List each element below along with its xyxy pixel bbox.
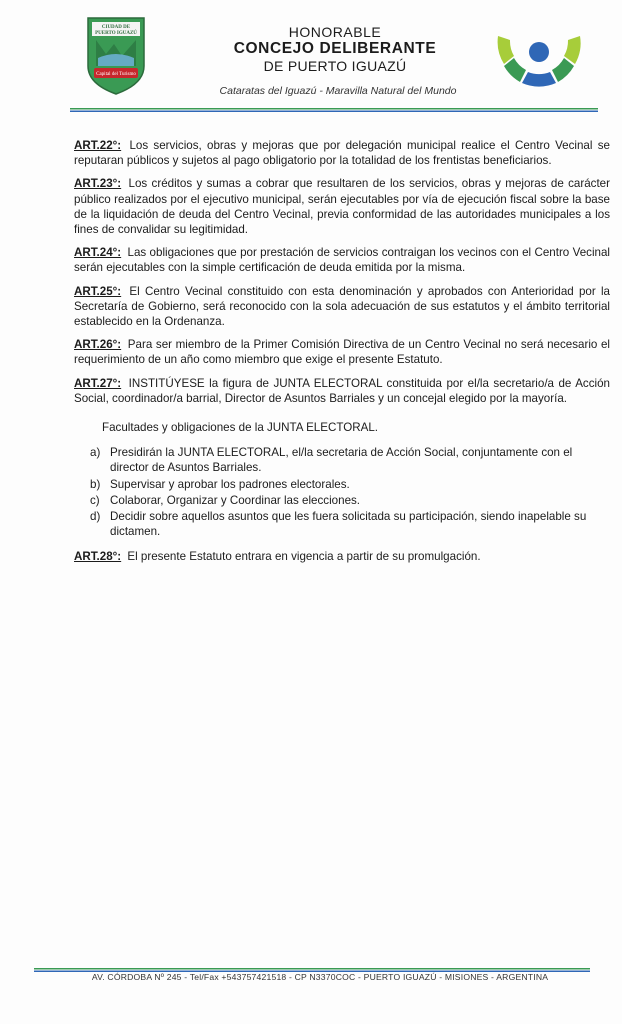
list-item-text: Colaborar, Organizar y Coordinar las elecciones. — [110, 493, 361, 507]
article-label: ART.25°: — [74, 284, 122, 298]
list-item — [74, 509, 610, 539]
facultades-title: Facultades y obligaciones de la JUNTA ELECTORAL. — [102, 421, 379, 435]
document-body — [74, 138, 610, 573]
list-item — [74, 493, 610, 508]
article-26 — [74, 337, 610, 367]
header-tagline: Cataratas del Iguazú - Maravilla Natural del Mundo — [219, 85, 457, 97]
header-line-2: CONCEJO DELIBERANTE — [233, 40, 437, 57]
article-label: ART.22°: — [74, 139, 122, 152]
crest-text-2: PUERTO IGUAZÚ — [95, 31, 137, 36]
article-24 — [74, 245, 610, 275]
article-text: El Centro Vecinal constituido con esta denominación y aprobados con Anterioridad por la Secretaría de Gobierno, será reconocido con la sola adecuación de sus estatutos y el ámbito territorial establecido en la Ordenanza. — [74, 284, 610, 329]
list-item — [74, 477, 610, 492]
list-item-text: Decidir sobre aquellos asuntos que les fuera solicitada su participación, siendo inapelable su dictamen. — [110, 510, 587, 539]
article-28 — [74, 549, 610, 564]
footer-address: AV. CÓRDOBA Nº 245 - Tel/Fax +543757421518 - CP N3370COC - PUERTO IGUAZÚ - MISIONES - ARGENTINA — [91, 972, 549, 982]
article-22 — [74, 138, 610, 168]
list-marker: d) — [90, 510, 101, 524]
header-line-3: DE PUERTO IGUAZÚ — [263, 58, 407, 74]
article-label: ART.27°: — [74, 376, 122, 390]
article-label: ART.24°: — [74, 246, 122, 260]
list-item-text: Supervisar y aprobar los padrones electorales. — [110, 477, 350, 491]
header-divider — [70, 108, 598, 112]
list-item-text: Presidirán la JUNTA ELECTORAL, el/la secretaria de Acción Social, conjuntamente con el director de Asuntos Barriales. — [110, 446, 573, 475]
facultades-list — [74, 445, 610, 539]
list-marker: a) — [90, 446, 101, 460]
city-crest-logo — [84, 14, 148, 96]
list-marker: b) — [90, 477, 101, 491]
article-label: ART.28°: — [74, 550, 122, 564]
crest-text-1: CIUDAD DE — [101, 25, 131, 30]
article-text: INSTITÚYESE la figura de JUNTA ELECTORAL constituida por el/la secretario/a de Acción Social, coordinador/a barrial, Director de Asuntos Barriales y un concejal elegido por la mayoría. — [74, 376, 610, 405]
article-text: Los servicios, obras y mejoras que por delegación municipal realice el Centro Vecinal se reputaran públicos y sujetos al pago obligatorio por la totalidad de los frentistas beneficiarios. — [74, 139, 610, 168]
article-23 — [74, 176, 610, 237]
header-line-1: HONORABLE — [288, 24, 382, 40]
article-27 — [74, 376, 610, 406]
list-marker: c) — [90, 493, 100, 507]
list-item — [74, 445, 610, 475]
article-text: Para ser miembro de la Primer Comisión Directiva de un Centro Vecinal no será necesario el requerimiento de un año como miembro que exige el presente Estatuto. — [74, 338, 610, 367]
article-label: ART.23°: — [74, 177, 122, 191]
crest-text-3: Capital del Turismo — [96, 72, 136, 77]
concejo-seal-logo — [492, 30, 586, 94]
article-text: Los créditos y sumas a cobrar que resultaren de los servicios, obras y mejoras de carácter público realizados por el ejecutivo municipal, serán ejecutables por vía de ejecución fiscal sobre la base de la liquidación de deuda del Centro Vecinal, previa conformidad de las autoridades municipales a los fines de convalidar su legitimidad. — [74, 177, 610, 237]
article-text: Las obligaciones que por prestación de servicios contraigan los vecinos con el Centro Vecinal serán ejecutables con la simple certificación de deuda emitida por la misma. — [74, 246, 610, 275]
article-text: El presente Estatuto entrara en vigencia a partir de su promulgación. — [127, 550, 481, 564]
article-25 — [74, 284, 610, 330]
article-label: ART.26°: — [74, 338, 122, 352]
institution-name — [180, 24, 490, 75]
